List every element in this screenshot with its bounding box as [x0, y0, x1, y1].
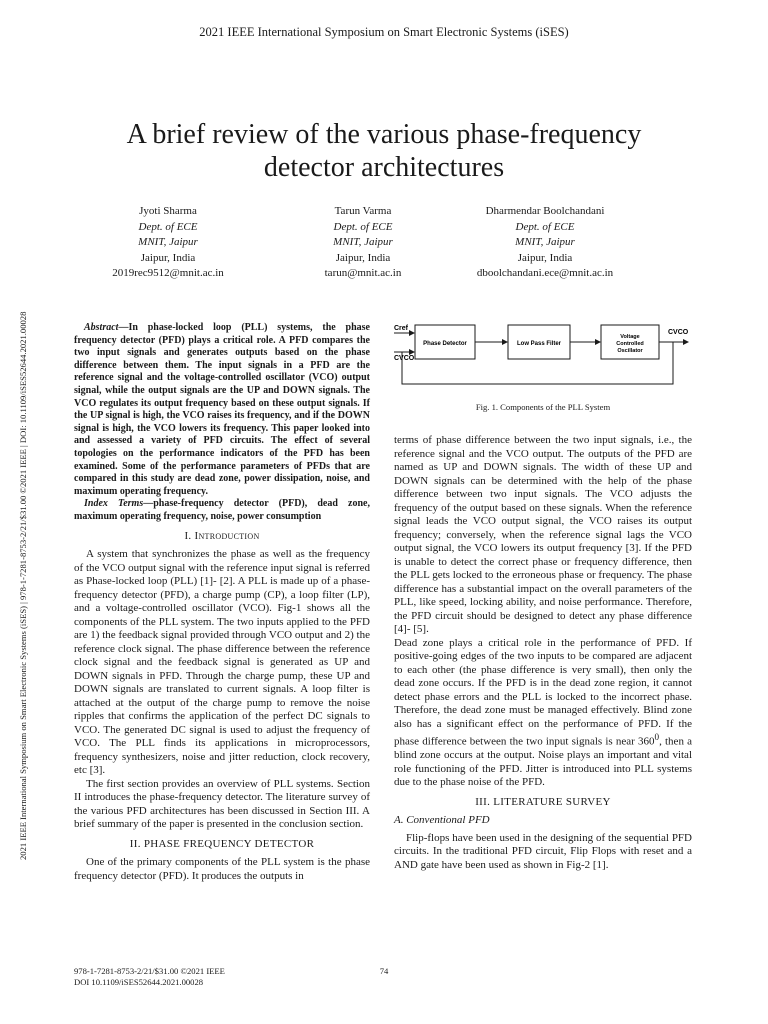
- index-terms: [74, 498, 370, 523]
- author-city: Jaipur, India: [517, 251, 573, 264]
- index-terms-lead: Index Terms: [84, 498, 144, 510]
- conventional-pfd-paragraph: Flip-flops have been used in the designing of the sequential PFD circuits. In the traditional PFD circuit, Flip Flops with reset and a AND gate have been used as shown in Fig-2 [1].: [394, 831, 692, 871]
- pfd-paragraph-2: terms of phase difference between the two input signals, i.e., the reference signal and the VCO output. The outputs of the PFD are named as UP and DOWN signals. The width of these UP and DOWN signals can be determined with the help of the phase difference between two input signals. The VCO adjusts the frequency of the output based on these signals. When the reference signal leads the VCO output signal, the VCO raises its output frequency; conversely, when the reference signal lags the VCO output signal, the VCO lowers its output frequency [3]. If the PFD is unable to detect the correct phase or frequency difference, then the PLL gets locked to the erroneous phase or frequency. The phase difference has a substantial impact on the overall parameters of the PLL, like speed, locking ability, and noise performance. Therefore, the PFD circuit should be designed to detect any phase difference [4]- [5].: [394, 434, 692, 635]
- input-ref-label: Cref: [394, 325, 409, 332]
- abstract: [74, 322, 370, 498]
- intro-paragraph-1: A system that synchronizes the phase as well as the frequency of the VCO output signal with the reference input signal is referred as Phase-locked loop (PLL) [1]- [2]. A PLL is made up of a phase-frequency detector (PFD), a charge pump (CP), a loop filter (LP), and a voltage-controlled oscillator (VCO). Fig-1 shows all the components of the PLL system. The two inputs applied to the PFD are 1) the feedback signal provided through VCO output and 2) the reference clock signal. The phase difference between the reference clock signal and the feedback signal is generated as UP and DOWN signals in PFD. Through the charge pump, these UP and DOWN signals are translated to current signals. A loop filter is attached at the output of the charge pump to remove the noise ripples that confirms the application of the perfect DC signals to VCO. The generated DC signal is used to adjust the frequency of VCO. The PLL finds its applications in microprocessors, frequency synthesizers, noise and jitter reduction, clock recovery, etc [3].: [74, 548, 370, 776]
- author-3: [455, 204, 635, 282]
- author-email: dboolchandani.ece@mnit.ac.in: [476, 267, 614, 279]
- phase-detector-label: Phase Detector: [423, 341, 467, 347]
- low-pass-filter-label: Low Pass Filter: [516, 341, 562, 347]
- section-2-heading: II. PHASE FREQUENCY DETECTOR: [129, 837, 315, 850]
- author-dept: Dept. of ECE: [333, 220, 393, 233]
- abstract-text: —In phase-locked loop (PLL) systems, the phase frequency detector (PFD) plays a critical role. A PFD compares the two input signals and generates outputs based on the phase difference between them. The input signals in a PFD are the reference signal and the voltage-controlled oscillator (VCO) output signal, while the output signals are the UP and DOWN signals. The VCO regulates its output frequency based on these output signals. If the UP signal is high, the VCO raises its frequency, and if the DOWN signal is high, the VCO lowers its frequency. This paper looked into and assessed a variety of PFD circuits. The effect of several topologies on the performance indicators of the PFD has been examined. Some of the performance parameters of PFDs that are compared in this study are dead zone, power dissipation, noise, and maximum operating frequency.: [74, 322, 370, 497]
- section-3a-heading: A. Conventional PFD: [394, 814, 490, 827]
- paper-title: [80, 118, 688, 184]
- title-line-1: A brief review of the various phase-frequency: [126, 119, 642, 150]
- author-email: 2019rec9512@mnit.ac.in: [112, 267, 224, 279]
- output-label: CVCO: [668, 329, 689, 336]
- title-line-2: detector architectures: [263, 152, 505, 183]
- author-name: Tarun Varma: [334, 205, 392, 217]
- vco-label-line2: Controlled: [616, 341, 644, 347]
- figure-pll-block-diagram: [390, 318, 692, 398]
- abstract-lead: Abstract: [84, 322, 119, 333]
- author-dept: Dept. of ECE: [138, 220, 198, 233]
- section-3-heading: III. LITERATURE SURVEY: [475, 795, 611, 808]
- author-email: tarun@mnit.ac.in: [324, 267, 402, 279]
- author-city: Jaipur, India: [335, 251, 391, 264]
- author-city: Jaipur, India: [140, 251, 196, 264]
- page-number: 74: [379, 966, 389, 976]
- vco-label-line3: Oscillator: [617, 348, 643, 354]
- pfd-paragraph-1: One of the primary components of the PLL system is the phase frequency detector (PFD). It produces the outputs in: [74, 856, 370, 882]
- author-dept: Dept. of ECE: [515, 220, 575, 233]
- pfd-paragraph-3: Dead zone plays a critical role in the performance of PFD. If positive-going edges of the two inputs to be compared are adjacent to each other (the phase difference is very small), then only the dead zone occurs. If the PFD is in the dead zone region, it cannot detect phase errors and the PLL is locked to the incorrect phase. Therefore, the dead zone must be managed effectively. Blind zone also has a significant effect on the performance of PFD. If the phase difference between the two input signals is near $360^0$, then a blind zone occurs at the output. Noise plays an important and vital role functioning of the PFD. Jitter is introduced into PLL systems due to the phase noise of the PFD.: [394, 636, 692, 789]
- footer-doi: DOI 10.1109/iSES52644.2021.00028: [74, 977, 204, 987]
- conference-header: 2021 IEEE International Symposium on Smart Electronic Systems (iSES): [199, 25, 569, 39]
- vco-label-line1: Voltage: [620, 334, 640, 340]
- author-institution: MNIT, Jaipur: [333, 236, 393, 248]
- intro-paragraph-2: The first section provides an overview of PLL systems. Section II introduces the phase-frequency detector. The literature survey of the various PFD architectures has been discussed in Section III. A brief summary of the paper is presented in the conclusion section.: [74, 777, 370, 830]
- author-name: Jyoti Sharma: [139, 205, 197, 217]
- side-margin-citation: 2021 IEEE International Symposium on Smart Electronic Systems (iSES) | 978-1-7281-8753-2/21/$31.00 ©2021 IEEE | DOI: 10.1109/iSES52644.2021.00028: [18, 311, 28, 860]
- author-1: [103, 204, 233, 282]
- left-column: [74, 322, 370, 883]
- author-2: [303, 204, 423, 282]
- pll-diagram-svg: [390, 318, 692, 398]
- author-name: Dharmendar Boolchandani: [485, 205, 605, 217]
- figure-1-caption: Fig. 1. Components of the PLL System: [475, 402, 611, 412]
- index-terms-text: —phase-frequency detector (PFD), dead zone, maximum operating frequency, noise, power consumption: [74, 498, 370, 522]
- section-1-heading: I. Introduction: [184, 529, 260, 542]
- author-institution: MNIT, Jaipur: [515, 236, 575, 248]
- right-column: [394, 434, 692, 872]
- author-institution: MNIT, Jaipur: [138, 236, 198, 248]
- input-vco-label: CVCO: [394, 355, 415, 362]
- footer-isbn: 978-1-7281-8753-2/21/$31.00 ©2021 IEEE: [74, 966, 225, 976]
